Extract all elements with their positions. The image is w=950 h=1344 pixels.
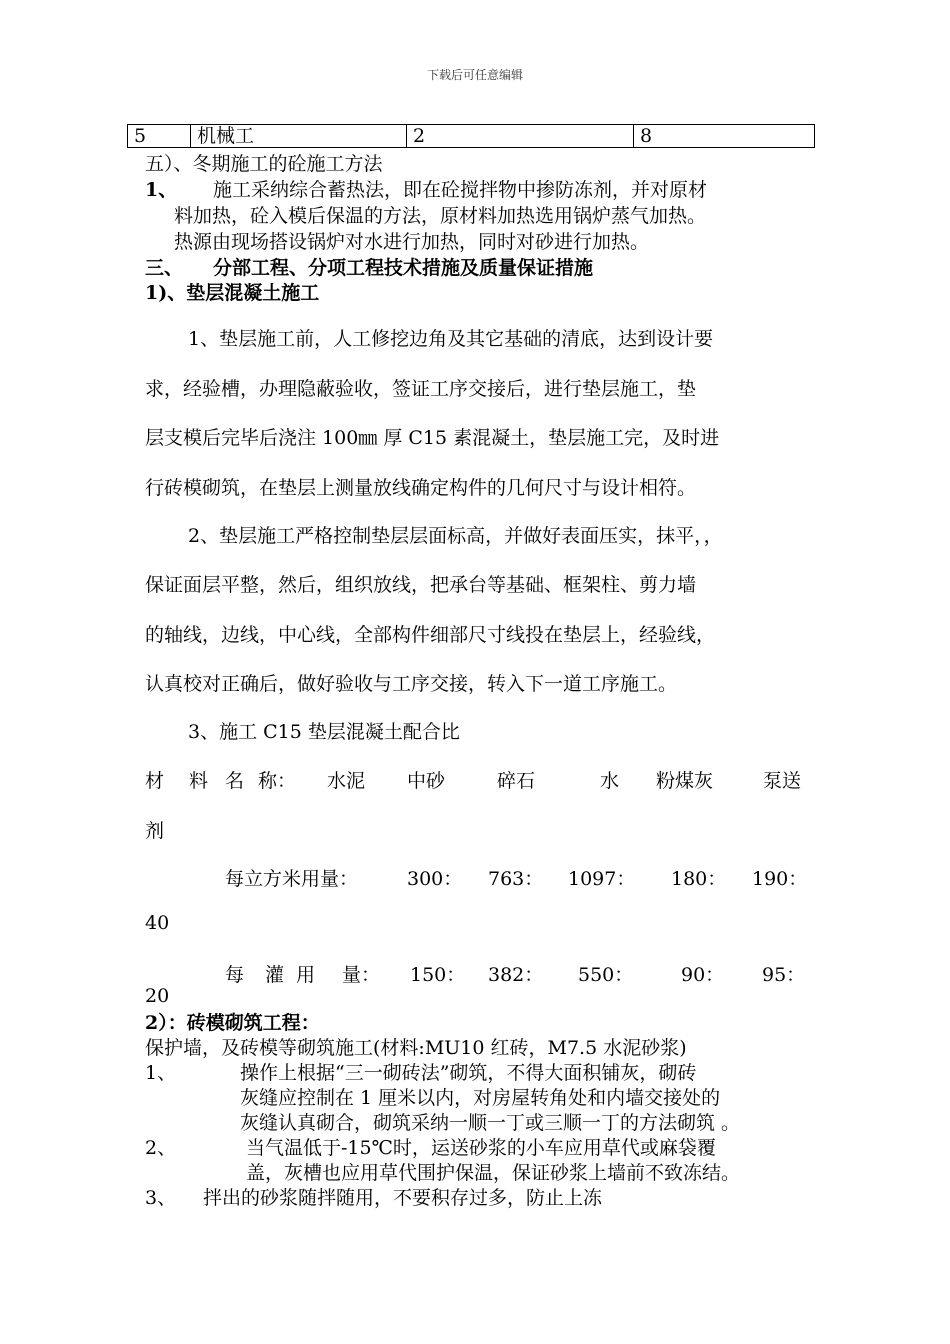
mix-value: 1097：	[568, 868, 636, 890]
table-cell: 2	[407, 125, 634, 148]
material-name: 泵送	[763, 770, 802, 792]
list-item-line: 操作上根据“三一砌砖法”砌筑，不得大面积铺灰，砌砖	[240, 1062, 697, 1084]
paragraph-1-line: 行砖模砌筑，在垫层上测量放线确定构件的几何尺寸与设计相符。	[145, 477, 697, 499]
mix-value: 180：	[671, 868, 727, 890]
table-cell: 5	[128, 125, 191, 148]
subsection-1-title: 1)、垫层混凝土施工	[145, 282, 320, 304]
material-name: 水泥	[327, 770, 366, 792]
section-5-line: 施工采纳综合蓄热法，即在砼搅拌物中掺防冻剂，并对原材	[213, 179, 708, 201]
page-header: 下载后可任意编辑	[426, 68, 523, 82]
paragraph-1-line: 层支模后完毕后浇注 100㎜ 厚 C15 素混凝土，垫层施工完，及时进	[145, 427, 720, 449]
mix-row-label: 每立方米用量：	[225, 868, 359, 890]
mix-label-char: 材	[145, 770, 165, 792]
mix-value-wrap: 20	[145, 985, 170, 1007]
list-item-number: 2、	[145, 1137, 177, 1159]
mix-value: 382：	[488, 964, 544, 986]
mix-value: 95：	[762, 964, 806, 986]
labor-table	[127, 124, 815, 148]
mix-label-char: 称：	[258, 770, 297, 792]
list-item-line: 灰缝认真砌合，砌筑采纳一顺一丁或三顺一丁的方法砌筑 。	[240, 1112, 741, 1134]
mix-row-label-char: 量：	[342, 964, 381, 986]
list-item-line: 当气温低于-15℃时，运送砂浆的小车应用草代或麻袋覆	[246, 1137, 716, 1159]
paragraph-2-line: 2、垫层施工严格控制垫层层面标高，并做好表面压实，抹平，，	[188, 525, 723, 547]
mix-row-label-char: 灌	[265, 964, 285, 986]
section-5-line: 料加热，砼入模后保温的方法，原材料加热选用锅炉蒸气加热。	[174, 205, 707, 227]
paragraph-1-line: 1、垫层施工前，人工修挖边角及其它基础的清底，达到设计要	[188, 328, 714, 350]
mix-row-label-char: 每	[225, 964, 245, 986]
paragraph-1-line: 求，经验槽，办理隐蔽验收，签证工序交接后，进行垫层施工，垫	[145, 378, 697, 400]
table-cell: 机械工	[191, 125, 407, 148]
mix-value: 90：	[681, 964, 725, 986]
mix-value: 763：	[488, 868, 544, 890]
material-name: 粉煤灰	[656, 770, 714, 792]
subsection-2-intro: 保护墙，及砖模等砌筑施工(材料:MU10 红砖，M7.5 水泥砂浆)	[145, 1037, 687, 1059]
mix-ratio-title: 3、施工 C15 垫层混凝土配合比	[188, 721, 460, 743]
list-item-line: 拌出的砂浆随拌随用，不要积存过多，防止上冻	[203, 1187, 603, 1209]
material-name: 碎石	[497, 770, 536, 792]
material-name: 中砂	[407, 770, 446, 792]
mix-value: 300：	[407, 868, 463, 890]
paragraph-2-line: 认真校对正确后，做好验收与工序交接，转入下一道工序施工。	[145, 673, 678, 695]
list-item-line: 灰缝应控制在 1 厘米以内，对房屋转角处和内墙交接处的	[240, 1087, 721, 1109]
paragraph-2-line: 保证面层平整，然后，组织放线，把承台等基础、框架柱、剪力墙	[145, 574, 697, 596]
mix-row-label-char: 用	[296, 964, 316, 986]
section-3-number: 三、	[145, 257, 184, 279]
mix-label-char: 料	[189, 770, 209, 792]
material-name: 水	[600, 770, 620, 792]
section-5-line: 热源由现场搭设锅炉对水进行加热，同时对砂进行加热。	[174, 231, 650, 253]
mix-value: 190：	[752, 868, 808, 890]
material-name-wrap: 剂	[145, 820, 165, 842]
mix-value-wrap: 40	[145, 912, 170, 934]
section-3-title: 分部工程、分项工程技术措施及质量保证措施	[213, 257, 594, 279]
mix-value: 550：	[578, 964, 634, 986]
table-row	[128, 125, 815, 148]
list-item-line: 盖，灰槽也应用草代围护保温，保证砂浆上墙前不致冻结。	[246, 1162, 741, 1184]
section-5-item-number: 1、	[145, 179, 178, 201]
subsection-2-title: 2）：砖模砌筑工程：	[145, 1012, 320, 1034]
paragraph-2-line: 的轴线，边线，中心线，全部构件细部尺寸线投在垫层上，经验线，	[145, 624, 716, 646]
mix-value: 150：	[410, 964, 466, 986]
section-5-title: 五）、冬期施工的砼施工方法	[145, 153, 383, 175]
mix-label-char: 名	[225, 770, 245, 792]
table-cell: 8	[634, 125, 815, 148]
list-item-number: 1、	[145, 1062, 177, 1084]
list-item-number: 3、	[145, 1187, 177, 1209]
